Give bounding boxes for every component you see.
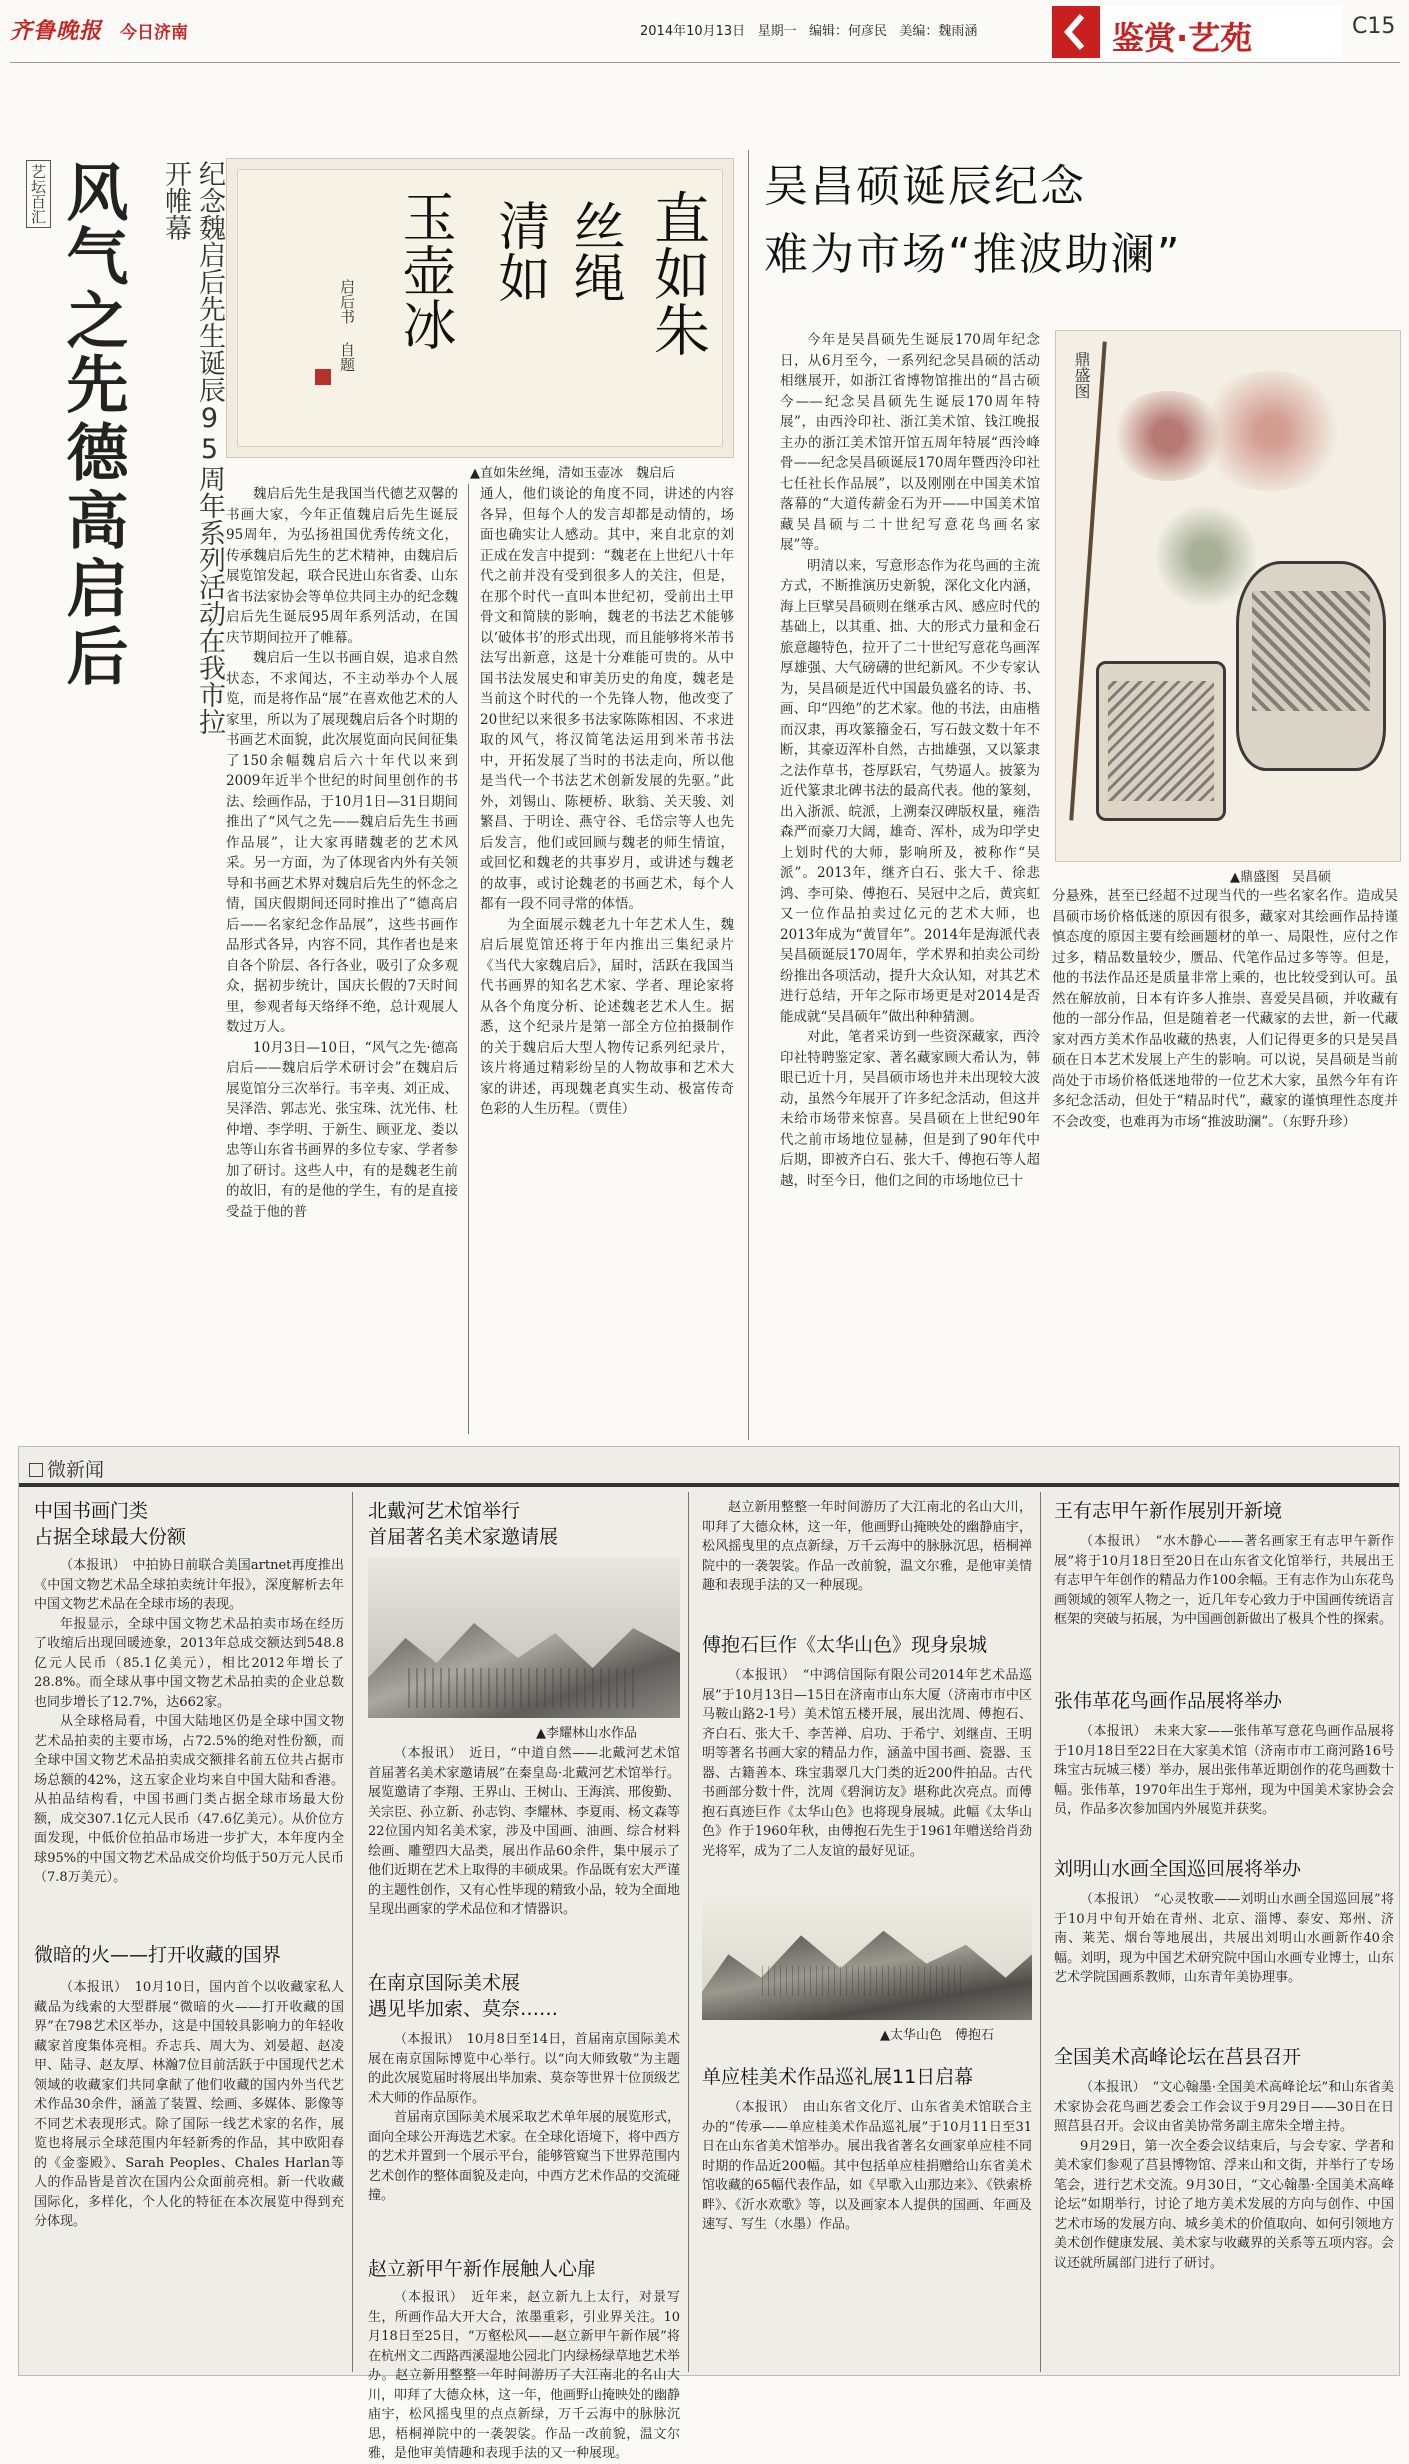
brief-title: 微暗的火——打开收藏的国界 [34,1944,282,1966]
brief-title-line: 中国书画门类 [34,1500,149,1522]
brief-title: 刘明山水画全国巡回展将举办 [1054,1858,1302,1880]
article1-column-2 [480,484,734,1436]
headline-line-2: 难为市场“推波助澜” [764,229,1182,280]
paragraph: 为全面展示魏老九十年艺术人生，魏启后展览馆还将于年内推出三集纪录片《当代大家魏启后》，届时，活跃在我国当代书画界的知名艺术家、学者、理论家将从各个角度分析、论述魏老艺术人生。据悉，这个纪录片是第一部全方位拍摄制作的关于魏启后大型人物传记系列纪录片，该片将通过精彩纷呈的人物故事和艺术大家的讲述，再现魏老真实生动、极富传奇色彩的人生历程。（贾佳） [480,916,734,1117]
headline-line-1: 吴昌硕诞辰纪念 [764,161,1086,212]
paragraph: 明清以来，写意形态作为花鸟画的主流方式，不断推演历史新貌，深化文化内涵，海上巨擘吴昌硕则在继承古风、感应时代的基础上，以其重、拙、大的形式力量和金石旅意趣特色，拉开了二十世纪写意花鸟画浑厚雄强、大气磅礴的世纪新风。不少专家认为，吴昌硕是近代中国最负盛名的诗、书、画、印“四绝”的艺术家。他的书法，由庙楷而汉隶，再攻篆籀金石，写石鼓文数十年不断，其豪迈浑朴自然，古拙雄强，又以篆隶之法作草书，苍厚跃宕，气势逼人。披篆为近代篆隶北碑书法的最高代表。他的篆刻，出入浙派、皖派，上溯秦汉碑版权量，雍浩森严而豪刀大阔，雄奇、浑朴，成为印学史上划时代的大师，影响所及，被称作“吴派”。2013年，继齐白石、张大千、徐悲鸿、李可染、傅抱石、吴冠中之后，黄宾虹又一位作品拍卖过亿元的艺术大师，也2013年成为“黄冒年”。2014年是海派代表吴昌硕诞辰170周年，学术界和拍卖公司纷纷推出各项活动，提升大众认知，对其艺术进行总结，开年之际市场更是对2014是否能成就“吴昌硕年”做出种种猜测。 [780,557,1040,1025]
paragraph: （本报讯） “水木静心——著名画家王有志甲午新作展”将于10月18日至20日在山东省文化馆举行，共展出王有志甲午年创作的精品力作100余幅。王有志作为山东花鸟画领域的领军人物之一，近几年专心致力于中国画传统语言框架的突破与拓展，为中国画创新做出了极具个性的探索。 [1054,1534,1394,1627]
brief-body [702,2098,1032,2372]
paragraph: （本报讯） 10月10日，国内首个以收藏家私人藏品为线索的大型群展“微暗的火——打开收藏的国界”在798艺术区举办，这是中国较具影响力的年轻收藏家首度集体亮相。乔志兵、周大为、刘晏超、赵凌甲、陆寻、赵友厚、林瀚7位目前活跃于中国现代艺术领域的收藏家们共同拿献了他们收藏的国内外当代艺术作品30余件，涵盖了装置、绘画、多媒体、影像等不同艺术表现形式。除了国际一线艺术家的名作，展览也将展示全球范围内年轻新秀的作品，其中欧阳春的《金銮殿》、Sarah Peoples、Chales Harlan等人的作品皆是首次在国内公众面前亮相。新一代收藏国际化，多样化，个人化的特征在本次展览中得到充分体现。 [34,1980,344,2229]
seal-stamp [315,369,331,385]
brief-title [34,1498,344,1550]
paragraph: （本报讯） “中鸿信国际有限公司2014年艺术品巡展”于10月13日—15日在济南市山东大厦（济南市市中区马鞍山路2-1号）美术馆五楼开展，展出沈周、傅抱石、齐白石、张大千、李苦禅、启功、于希宁、刘继卣、王明明等著名书画大家的精品力作，涵盖中国书画、瓷器、玉器、古籍善本、珠宝翡翠几大门类的近200件拍品。古代书画部分数十件，沈周《碧涧访友》堪称此次亮点。而傅抱石真迹巨作《太华山色》也将现身展城。此幅《太华山色》作于1960年秋，由傅抱石先生于1961年赠送给肖劲光将军，成为了二人友谊的最好见证。 [702,1668,1032,1859]
paragraph: 赵立新用整整一年时间游历了大江南北的名山大川，叩拜了大德众林，这一年，他画野山掩映处的幽静庙宇，松风摇曳里的点点新绿，万千云海中的脉脉沉思，梧桐禅院中的一袭袈裟。作品一改前貌，温文尔雅，是他审美情趣和表现手法的又一种展现。 [702,1500,1032,1593]
section-name: 今日济南 [120,23,188,43]
brief-title-line: 遇见毕加索、莫奈…… [368,1998,559,2020]
issue-weekday: 星期一 [757,24,797,39]
briefs-label [29,1455,104,1482]
checkbox-icon [29,1463,43,1477]
paragraph: 魏启后一生以书画自娱，追求自然状态，不求闻达，不主动举办个人展览，而是将作品“展”在喜欢他艺术的人家里，所以为了展现魏启后各个时期的书画艺术面貌，此次展览面向民间征集了150余幅魏启后六十年代以来到2009年近半个世纪的时间里创作的书法、绘画作品，于10月1日—31日期间推出了“风气之先——魏启后先生书画作品展”，让大家再睹魏老的艺术风采。另一方面，为了体现省内外有关领导和书画艺术界对魏启后先生的怀念之情，国庆假期间还同时推出了“德高启后——名家纪念作品展”，这些书画作品形式各异，内容不同，其作者也是来自各个阶层、各行各业，吸引了众多观众，据初步统计，国庆长假的7天时间里，参观者每天络绎不绝，总计观展人数过万人。 [226,650,458,1035]
newspaper-logo: 齐鲁晚报 [10,18,103,44]
paragraph: 今年是吴昌硕先生诞辰170周年纪念日，从6月至今，一系列纪念吴昌硕的活动相继展开，如浙江省博物馆推出的“昌古硕今——纪念吴昌硕先生诞辰170周年特展”，由西泠印社、浙江美术馆、钱江晚报主办的浙江美术馆开馆五周年特展“西泠峰骨——纪念吴昌硕诞辰170周年暨西泠印社七任社长作品展”，以及刚刚在中国美术馆落幕的“大道传薪金石为开——中国美术馆藏吴昌硕与二十世纪写意花鸟画名家展”等。 [780,332,1040,553]
calligraphy-artwork [226,158,734,458]
wu-changshuo-painting [1055,330,1401,862]
calligraphy-signature: 启后书 自题 [338,279,356,372]
paragraph: 从全球格局看，中国大陆地区仍是全球中国文物艺术品拍卖的主要市场，占72.5%的绝对性份额，而全球中国文物艺术品拍卖成交额排名前五位共占据市场总额的42%，这五家企业均来自中国大陆和香港。从拍品结构看，中国书画门类占据全球市场最大份额，成交307.1亿元人民币（47.6亿美元）。从价位方面发现，中低价位拍品市场进一步扩大，本年度内全球95%的中国文物艺术品成交价均低于50万元人民币（7.8万美元）。 [34,1714,344,1885]
paragraph: 通人，他们谈论的角度不同，讲述的内容各异，但每个人的发言却都是动情的，场面也确实让人感动。其中，来自北京的刘正成在发言中提到：“魏老在上世纪八十年代之前并没有受到很多人的关注，但是，在那个时代一直叫本世纪初，受前出土甲骨文和简牍的影响，魏老的书法艺术能够以‘破体书’的形式出现，而且能够将米芾书法写出新意，这是十分难能可贵的。从中国书法发展史和审美历史的角度，魏老是当前这个时代的一个先锋人物，他改变了20世纪以来很多书法家陈陈相因、不求进取的风气，将汉简笔法运用到米芾书法中，开拓发展了当时的书法走向，所以他是当代一个书法艺术创新发展的先驱。”此外，刘锡山、陈梗桥、耿翁、关天骏、刘繁昌、于明诠、燕守谷、毛岱宗等人也先后发言，他们或回顾与魏老的师生情谊，或回忆和魏老的共事岁月，或讲述与魏老的故事，或讨论魏老的书画艺术，每个人都有一段不同寻常的体悟。 [480,486,734,912]
brief-title-line: 北戴河艺术馆举行 [368,1500,521,1522]
painting-caption: ▲鼎盛图 吴昌硕 [1230,870,1331,885]
paragraph: 10月3日—10日，“风气之先·德高启后——魏启后学术研讨会”在魏启后展览馆分三次举行。韦辛夷、刘正成、吴泽浩、郭志光、张宝珠、沈光伟、杜仲增、李学明、于新生、顾亚龙、娄以忠等山东省书画界的多位专家、学者参加了研讨。这些人中，有的是魏老生前的故旧，有的是他的学生，有的是直接受益于他的普 [226,1039,458,1220]
landscape-photo [368,1558,680,1718]
brief-body [34,1978,344,2372]
paragraph: （本报讯） 由山东省文化厅、山东省美术馆联合主办的“传承——单应桂美术作品巡礼展”于10月11日至31日在山东省美术馆举办。展出我省著名女画家单应桂不同时期的作品近200幅。其中包括单应桂捐赠给山东省美术馆收藏的65幅代表作品，如《早歌入山那边来》、《铁索桥畔》、《沂水欢歌》等，以及画家本人提供的国画、年画及速写、写生（水墨）作品。 [702,2100,1032,2232]
brief-body [702,1666,1032,1888]
paragraph: 9月29日，第一次全委会议结束后，与会专家、学者和美术家们参观了莒县博物馆、浮来山和文街，并举行了专场笔会，进行艺术交流。9月30日，“文心翰墨·全国美术高峰论坛”如期举行，讨论了地方美术发展的方向与创作、中国艺术市场的发展方向、城乡美术的价值取向、如何引领地方美术创作健康发展、美术家与收藏界的关系等五项内容。会议还就所属部门进行了研讨。 [1054,2138,1394,2271]
brief-title-line: 在南京国际美术展 [368,1972,521,1994]
banner-arrow-icon [1052,6,1100,58]
brief-body [34,1556,344,1936]
paragraph: 首届南京国际美术展采取艺术单年展的展览形式，面向全球公开海选艺术家。在全球化语境下，将中西方的艺术并置到一个展示平台，能够管窥当下世界范围内艺术创作的整体面貌及走向，中西方艺术作品的交流碰撞。 [368,2110,681,2203]
column-tag: 艺坛百汇 [26,160,51,228]
paragraph: （本报讯） 未来大家——张伟革写意花鸟画作品展将于10月18日至22日在大家美术馆（济南市市工商河路16号珠宝古玩城三楼）举办，展出张伟革近期创作的花鸟画数十幅。张伟革，1970年出生于郑州，现为中国美术家协会会员，作品多次参加国内外展览并获奖。 [1054,1724,1394,1817]
brief-body [368,2030,680,2254]
paragraph: （本报讯） 近年来，赵立新九上太行，对景写生，所画作品大开大合，浓墨重彩，引业界关注。10月18日至25日，“万壑松风——赵立新甲午新作展”将在杭州文二西路西溪湿地公园北门内绿杨绿草地艺术举办。赵立新用整整一年时间游历了大江南北的名山大川，叩拜了大德众林，这一年，他画野山掩映处的幽静庙宇，松风摇曳里的点点新绿，万千云海中的脉脉沉思，梧桐禅院中的一袭袈裟。作品一改前貌，温文尔雅，是他审美情趣和表现手法的又一种展现。 [368,2290,681,2461]
calligraphy-col-4: 玉壶冰 [394,189,457,351]
brief-title [368,1970,680,2022]
brief-body [368,1744,680,1964]
paragraph: （本报讯） 近日，“中道自然——北戴河艺术馆首届著名美术家邀请展”在秦皇岛·北戴河艺术馆举行。展览邀请了李翔、王界山、王树山、王海滨、邢俊勤、关宗臣、孙立新、孙志钧、李耀林、李夏雨、杨文森等22位国内知名美术家，涉及中国画、油画、综合材料绘画、雕塑四大品类，展出作品60余件，集中展示了他们近期在艺术上取得的丰硕成果。作品既有宏大严谨的主题性创作，又有心性毕现的精致小品，较为全面地呈现出画家的学术品位和才情器识。 [368,1746,681,1917]
editor-credit: 编辑：何彦民 [809,24,888,39]
article2-column-1 [780,330,1040,1438]
calligraphy-col-3: 清如 [489,199,549,303]
brief-title: 王有志甲午新作展别开新境 [1054,1500,1283,1522]
brief-title: 单应桂美术作品巡礼展11日启幕 [702,2066,974,2088]
calligraphy-col-1: 直如朱 [645,189,710,357]
brief-title-line: 首届著名美术家邀请展 [368,1526,559,1548]
calligraphy-caption: ▲直如朱丝绳，清如玉壶冰 魏启后 [470,466,675,481]
paragraph: （本报讯） “心灵牧歌——刘明山水画全国巡回展”将于10月中旬开始在青州、北京、淄博、泰安、郑州、济南、莱芜、烟台等地展出，共展出刘明山水画新作40余幅。刘明，现为中国艺术研究院中国山水画专业博士，山东艺术学院国画系教师，山东青年美协理事。 [1054,1892,1394,1985]
paragraph: 对此，笔者采访到一些资深藏家，西泠印社特聘鉴定家、著名藏家顾大希认为，韩眼已近十月，吴昌硕市场也并未出现较大波动，虽然今年展开了许多纪念活动，但这并未给市场带来惊喜。吴昌硕在上世纪90年代之前市场地位显赫，但是到了90年代中后期，即被齐白石、张大千、傅抱石等人超越，时至今日，他们之间的市场地位已十 [780,1029,1040,1189]
brief-body [368,2288,681,2461]
article2-column-2 [1052,886,1398,1438]
brief-body [1054,2078,1394,2372]
subtitle: 纪念魏启后先生诞辰95周年系列活动在我市拉开帷幕 [160,160,225,735]
column-title: 鉴赏·艺苑 [1112,19,1253,57]
brief-title-line: 占据全球最大份额 [34,1526,187,1548]
brief-title [368,1498,680,1550]
brief-title: 赵立新甲午新作展触人心扉 [368,2258,597,2280]
issue-info [640,20,977,39]
issue-date: 2014年10月13日 [640,24,746,39]
brief-body [1054,1890,1394,2038]
column-banner [1052,6,1342,58]
page-number: C15 [1352,14,1396,39]
designer-credit: 美编：魏雨涵 [899,24,978,39]
headline-part-1: 风气之先 [56,160,129,416]
photo-caption: ▲李耀林山水作品 [536,1726,637,1741]
brief-body [1054,1722,1394,1850]
brief-title: 傅抱石巨作《太华山色》现身泉城 [702,1634,988,1656]
brief-title: 张伟革花鸟画作品展将举办 [1054,1690,1283,1712]
brief-title: 全国美术高峰论坛在莒县召开 [1054,2046,1302,2068]
brief-body [1054,1532,1394,1680]
painting-inscription: 鼎盛图 [1072,351,1091,399]
article1-column-1 [226,484,458,1436]
paragraph: 分悬殊，甚至已经超不过现当代的一些名家名作。造成吴昌硕市场价格低迷的原因有很多，藏家对其绘画作品持谨慎态度的原因主要有绘画题材的单一、局限性，应付之作过多，精品数量较少，赝品、代笔作品过多等等。但是，他的书法作品还是质量非常上乘的，也比较受到认可。虽然在解放前，日本有许多人推崇、喜爱吴昌硕，并收藏有他的一部分作品，但是随着老一代藏家的去世，新一代藏家对西方美术作品收藏的热衷，人们记得更多的只是吴昌硕在日本艺术发展上产生的影响。可以说，吴昌硕是当前尚处于市场价格低迷地带的一位艺术大家，虽然今年有许多纪念活动，但处于“精品时代”，藏家的谨慎理性态度并不会改变，也难再为市场“推波助澜”。（东野升珍） [1052,888,1398,1130]
masthead [0,0,1409,66]
calligraphy-col-2: 丝绳 [564,199,624,303]
paragraph: （本报讯） 10月8日至14日，首届南京国际美术展在南京国际博览中心举行。以“向大师致敬”为主题的此次展览届时将展出毕加索、莫奈等世界十位顶级艺术大师的作品原作。 [368,2032,681,2106]
paragraph: （本报讯） 中拍协日前联合美国artnet再度推出《中国文物艺术品全球拍卖统计年报》，深度解析去年中国文物艺术品在全球市场的表现。 [34,1558,344,1612]
paragraph: 魏启后先生是我国当代德艺双馨的书画大家，今年正值魏启后先生诞辰95周年，为弘扬祖国优秀传统文化，传承魏启后先生的艺术精神，由魏启后展览馆发起，联合民进山东省委、山东省书法家协会等单位共同主办的纪念魏启后先生诞辰95周年系列活动，在国庆节期间拉开了帷幕。 [226,486,458,646]
paragraph: 年报显示，全球中国文物艺术品拍卖市场在经历了收缩后出现回暖迹象，2013年总成交额达到548.8亿元人民币（85.1亿美元），相比2012年增长了28.8%。而全球从事中国文物艺术品拍卖的企业总数也同步增长了12.7%，达662家。 [34,1616,344,1710]
headline-part-2: 德高启后 [56,420,129,692]
paragraph: （本报讯） “文心翰墨·全国美术高峰论坛”和山东省美术家协会花鸟画艺委会工作会议于9月29日——30日在日照莒县召开。会议由省美协常务副主席朱全增主持。 [1054,2080,1394,2134]
mountain-painting [702,1896,1032,2020]
painting-caption: ▲太华山色 傅抱石 [880,2028,994,2043]
brief-5-continued [702,1498,1032,1624]
briefs-label-text: 微新闻 [47,1459,105,1481]
